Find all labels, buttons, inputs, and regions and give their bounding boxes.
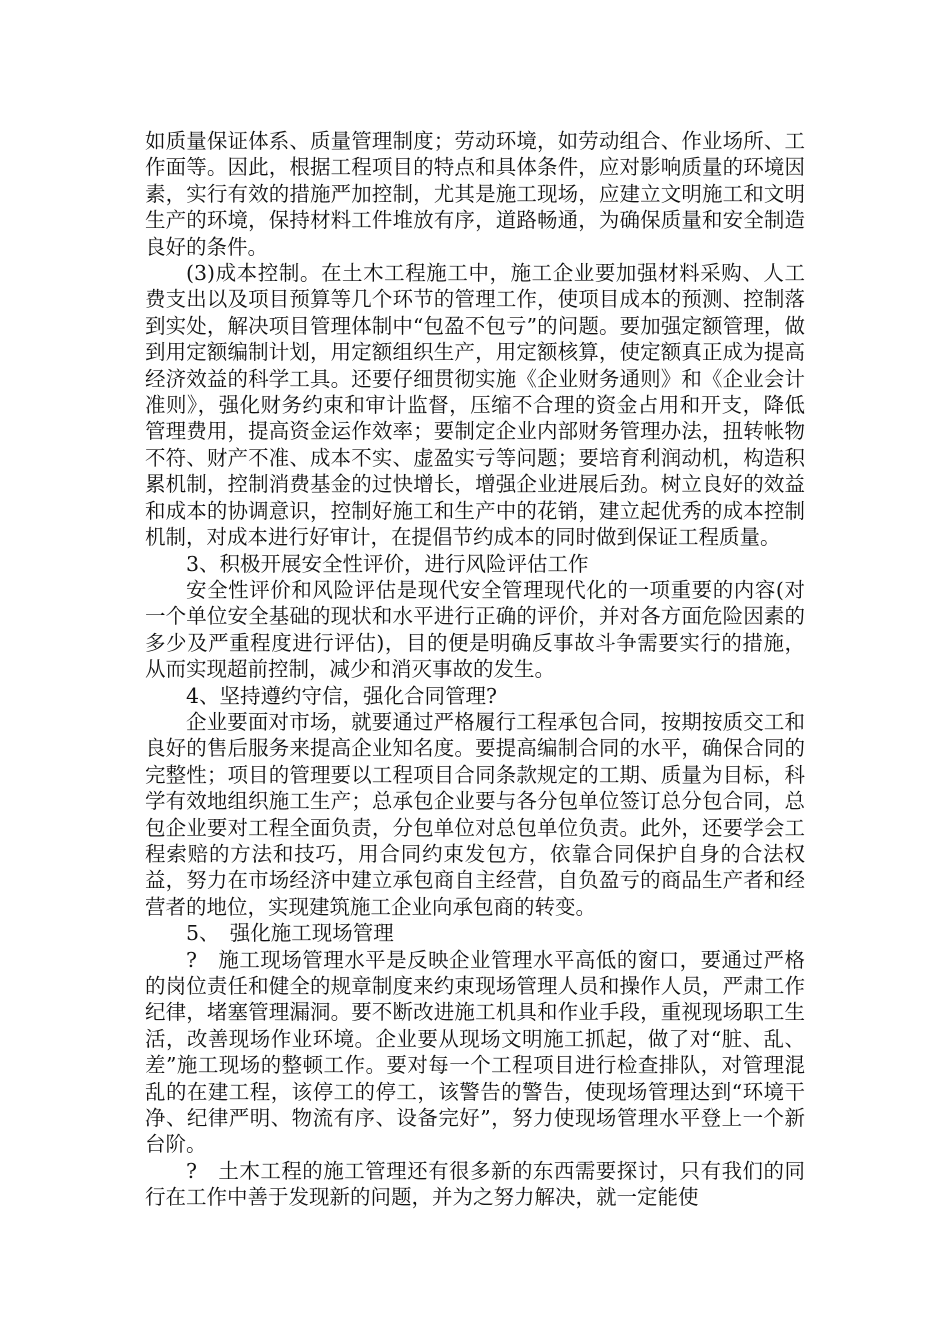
paragraph-conclusion: ? 土木工程的施工管理还有很多新的东西需要探讨，只有我们的同行在工作中善于发现新的问题，并为之努力解决，就一定能使 (145, 1158, 805, 1210)
paragraph-safety-evaluation: 安全性评价和风险评估是现代安全管理现代化的一项重要的内容(对一个单位安全基础的现状和水平进行正确的评价，并对各方面危险因素的多少及严重程度进行评估)，目的便是明确反事故斗争需要实行的措施，从而实现超前控制，减少和消灭事故的发生。 (145, 577, 805, 682)
section-heading-contract-management: 4、坚持遵约守信，强化合同管理? (186, 683, 498, 708)
paragraph-contract-management: 企业要面对市场，就要通过严格履行工程承包合同，按期按质交工和良好的售后服务来提高企业知名度。要提高编制合同的水平，确保合同的完整性；项目的管理要以工程项目合同条款规定的工期、质量为目标，科学有效地组织施工生产；总承包企业要与各分包单位签订总分包合同，总包企业要对工程全面负责，分包单位对总包单位负责。此外，还要学会工程索赔的方法和技巧，用合同约束发包方，依靠合同保护自身的合法权益，努力在市场经济中建立承包商自主经营，自负盈亏的商品生产者和经营者的地位，实现建筑施工企业向承包商的转变。 (145, 709, 805, 919)
paragraph-cost-control: (3)成本控制。在土木工程施工中，施工企业要加强材料采购、人工费支出以及项目预算等几个环节的管理工作，使项目成本的预测、控制落到实处，解决项目管理体制中“包盈不包亏”的问题。要加强定额管理，做到用定额编制计划，用定额组织生产，用定额核算，使定额真正成为提高经济效益的科学工具。还要仔细贯彻实施《企业财务通则》和《企业会计准则》，强化财务约束和审计监督，压缩不合理的资金占用和开支，降低管理费用，提高资金运作效率；要制定企业内部财务管理办法，扭转帐物不符、财产不准、成本不实、虚盈实亏等问题；要培育利润动机，构造积累机制，控制消费基金的过快增长，增强企业进展后劲。树立良好的效益和成本的协调意识，控制好施工和生产中的花销，建立起优秀的成本控制机制，对成本进行好审计，在提倡节约成本的同时做到保证工程质量。 (145, 261, 805, 550)
paragraph-site-management: ? 施工现场管理水平是反映企业管理水平高低的窗口，要通过严格的岗位责任和健全的规章制度来约束现场管理人员和操作人员，严肃工作纪律，堵塞管理漏洞。要不断改进施工机具和作业手段，重视现场职工生活，改善现场作业环境。企业要从现场文明施工抓起，做了对“脏、乱、差”施工现场的整顿工作。要对每一个工程项目进行检查排队，对管理混乱的在建工程，该停工的停工，该警告的警告，使现场管理达到“环境干净、纪律严明、物流有序、设备完好”，努力使现场管理水平登上一个新台阶。 (145, 947, 805, 1157)
document-body (145, 128, 805, 1211)
paragraph-environment-control: 如质量保证体系、质量管理制度；劳动环境，如劳动组合、作业场所、工作面等。因此，根据工程项目的特点和具体条件，应对影响质量的环境因素，实行有效的措施严加控制，尤其是施工现场，应建立文明施工和文明生产的环境，保持材料工件堆放有序，道路畅通，为确保质量和安全制造良好的条件。 (145, 129, 805, 259)
section-heading-safety-evaluation: 3、积极开展安全性评价，进行风险评估工作 (186, 551, 589, 576)
section-heading-site-management: 5、 强化施工现场管理 (186, 921, 394, 946)
